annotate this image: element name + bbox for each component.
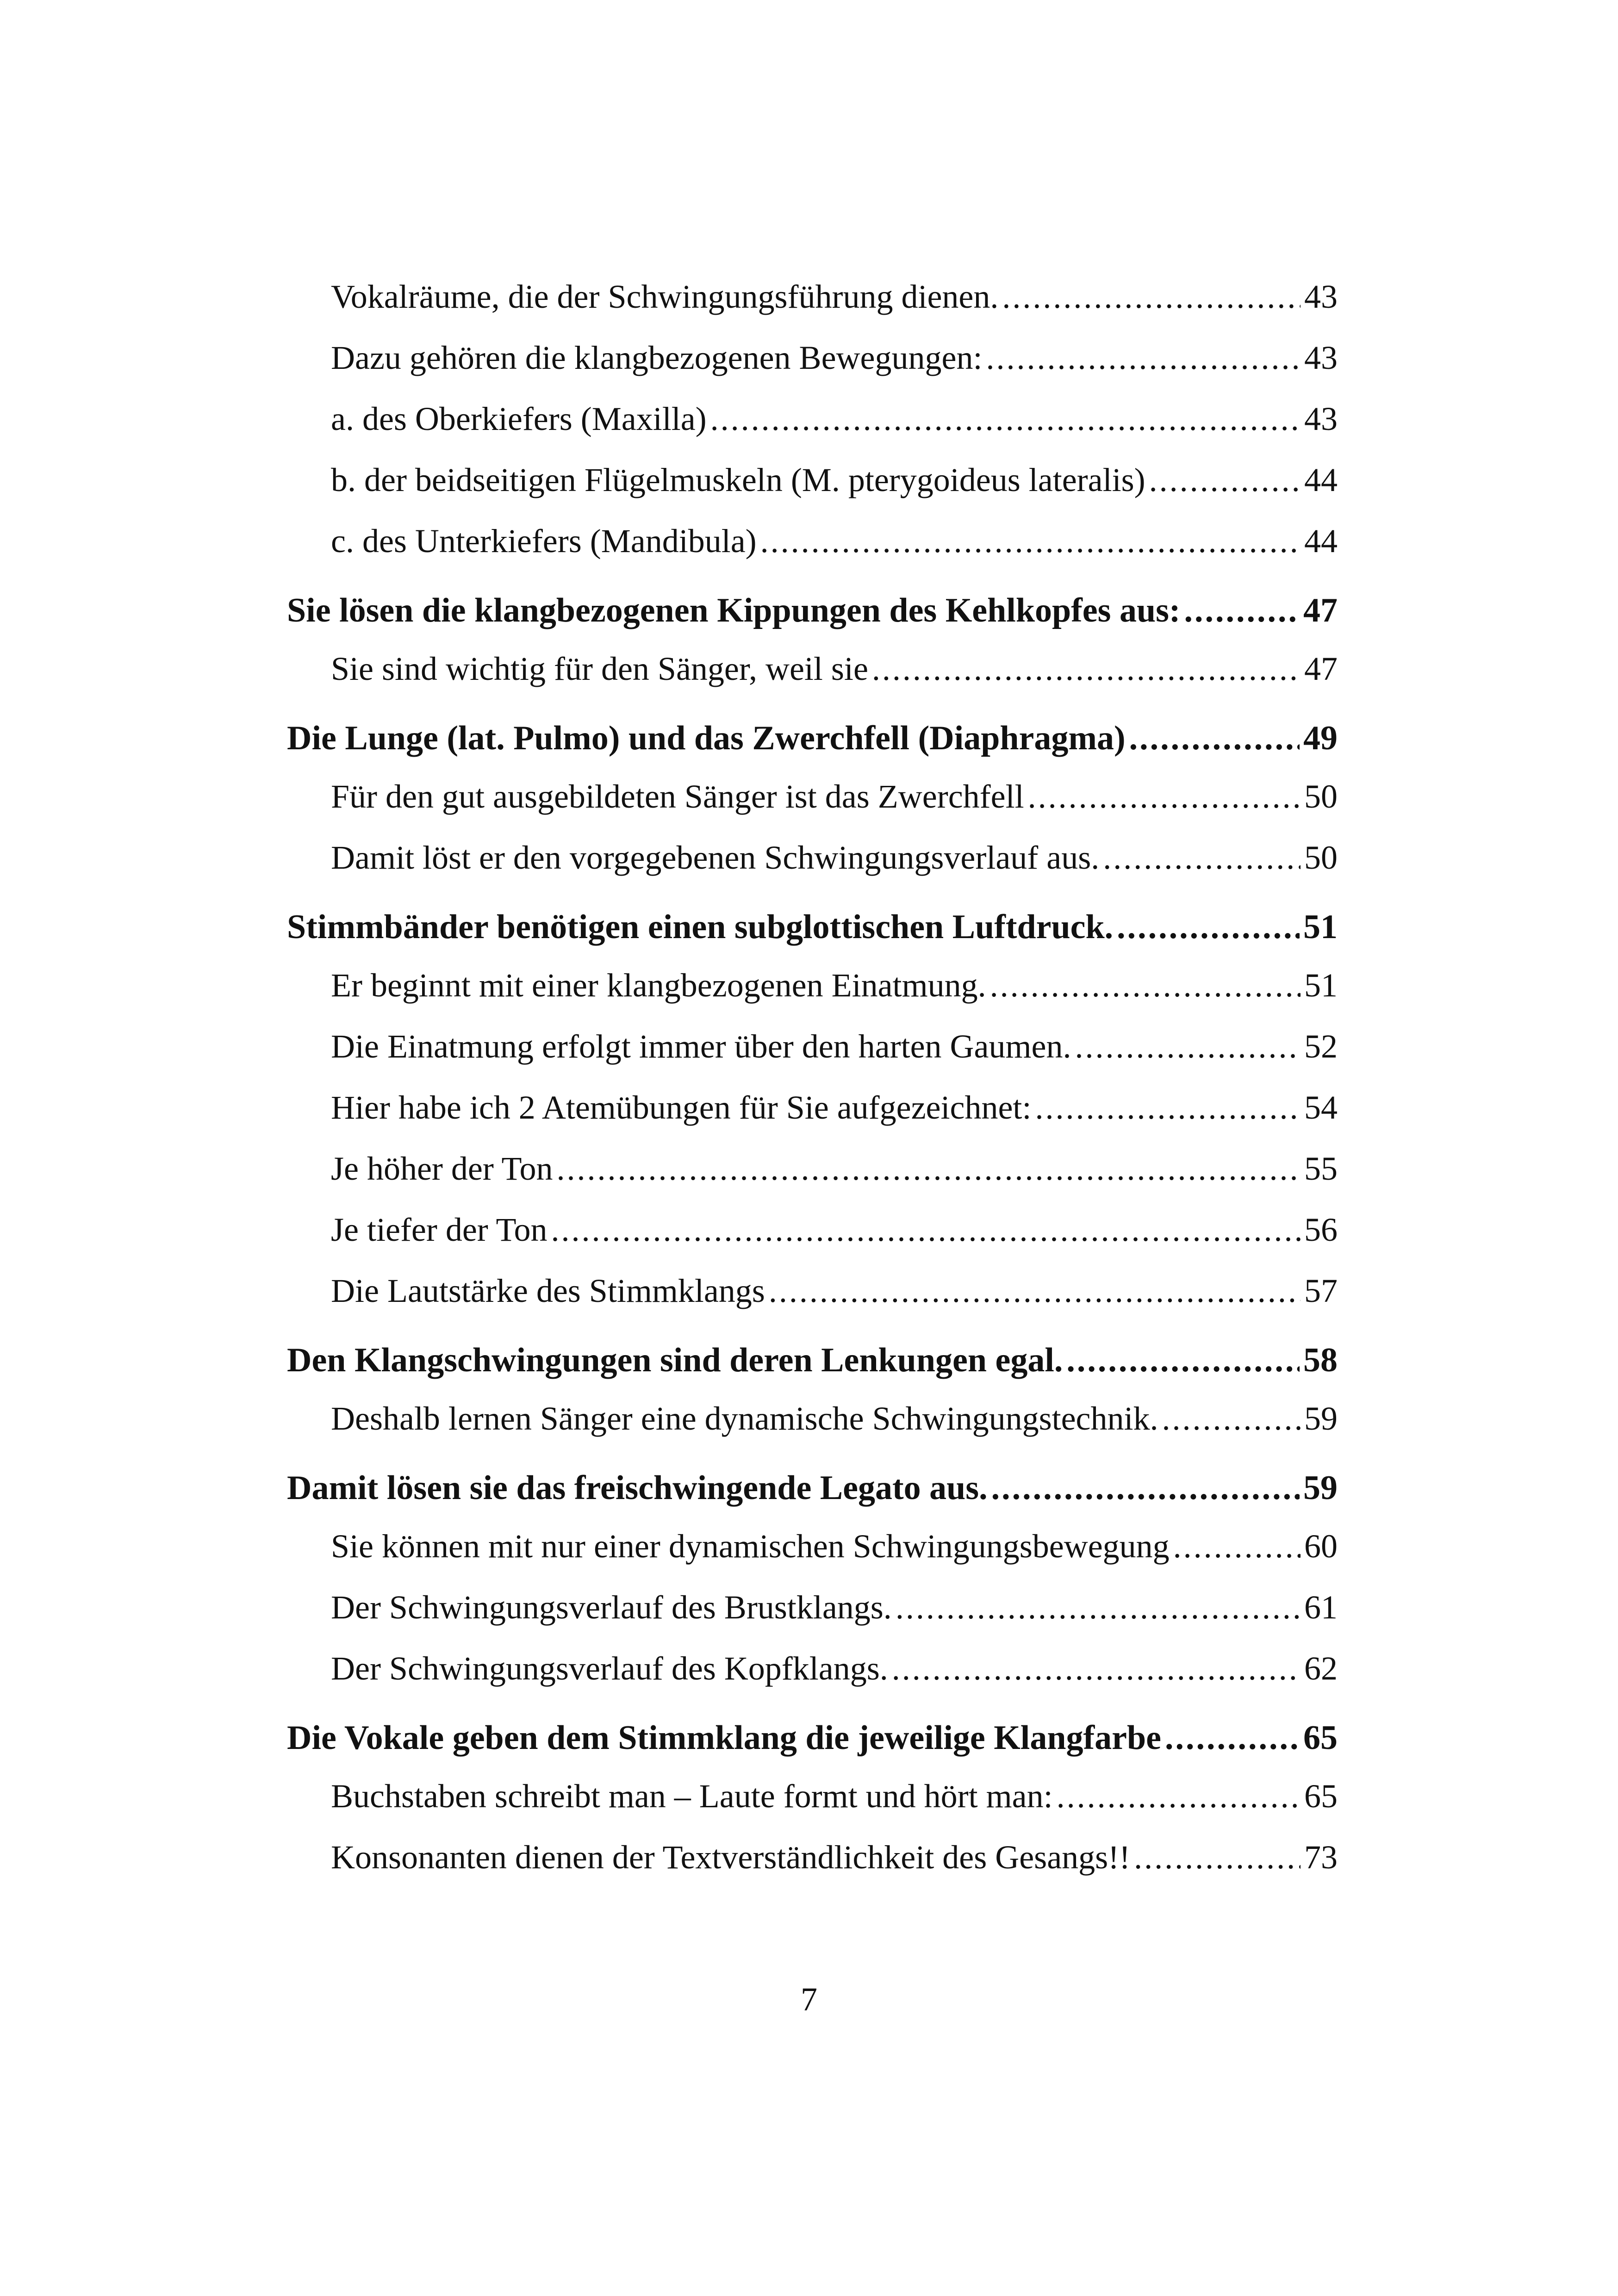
toc-entry-title: Damit löst er den vorgegebenen Schwingungsverlauf aus.	[331, 839, 1100, 876]
toc-entry-title: Der Schwingungsverlauf des Brustklangs.	[331, 1589, 892, 1626]
toc-entry[interactable]	[287, 766, 1338, 827]
toc-entry-page: 56	[1304, 1211, 1338, 1248]
toc-entry-title: Konsonanten dienen der Textverständlichkeit des Gesangs!!	[331, 1839, 1131, 1876]
toc-entry[interactable]	[287, 1260, 1338, 1321]
dot-leader	[1184, 580, 1300, 641]
toc-entry-title: Sie sind wichtig für den Sänger, weil sie	[331, 650, 868, 687]
toc-entry-page: 44	[1304, 461, 1338, 498]
toc-entry-title: Vokalräume, die der Schwingungsführung dienen.	[331, 278, 999, 315]
toc-chapter-entry[interactable]	[287, 580, 1338, 641]
dot-leader	[1162, 1388, 1301, 1449]
toc-entry-page: 44	[1304, 523, 1338, 560]
toc-entry-page: 58	[1303, 1341, 1338, 1379]
toc-entry[interactable]	[287, 1638, 1338, 1699]
dot-leader	[1057, 1766, 1301, 1827]
toc-entry-page: 43	[1304, 339, 1338, 376]
toc-entry-title: c. des Unterkiefers (Mandibula)	[331, 523, 757, 560]
toc-entry-title: Sie können mit nur einer dynamischen Schwingungsbewegung	[331, 1528, 1170, 1565]
dot-leader	[1002, 266, 1301, 327]
toc-entry-title: Die Vokale geben dem Stimmklang die jeweilige Klangfarbe	[287, 1719, 1161, 1757]
toc-entry[interactable]	[287, 1016, 1338, 1077]
toc-entry[interactable]	[287, 1077, 1338, 1138]
toc-entry-title: Die Lunge (lat. Pulmo) und das Zwerchfell (Diaphragma)	[287, 719, 1126, 757]
toc-entry-page: 59	[1304, 1400, 1338, 1437]
toc-entry-page: 62	[1304, 1650, 1338, 1687]
toc-entry-title: Hier habe ich 2 Atemübungen für Sie aufgezeichnet:	[331, 1089, 1032, 1126]
dot-leader	[872, 638, 1301, 699]
dot-leader	[769, 1260, 1301, 1321]
dot-leader	[1075, 1016, 1301, 1077]
dot-leader	[990, 955, 1301, 1016]
toc-entry-title: Die Lautstärke des Stimmklangs	[331, 1272, 765, 1309]
toc-entry-page: 55	[1304, 1150, 1338, 1187]
toc-entry-page: 65	[1303, 1719, 1338, 1757]
toc-entry-page: 54	[1304, 1089, 1338, 1126]
toc-chapter-entry[interactable]	[287, 896, 1338, 958]
page-number: 7	[801, 1981, 817, 2018]
toc-entry-title: Sie lösen die klangbezogenen Kippungen des Kehlkopfes aus:	[287, 591, 1181, 629]
toc-chapter-entry[interactable]	[287, 1330, 1338, 1391]
toc-entry-title: Damit lösen sie das freischwingende Legato aus.	[287, 1469, 988, 1507]
dot-leader	[760, 510, 1301, 572]
dot-leader	[1028, 766, 1301, 827]
toc-entry-title: Den Klangschwingungen sind deren Lenkungen egal.	[287, 1341, 1063, 1379]
toc-entry-page: 43	[1304, 278, 1338, 315]
toc-chapter-entry[interactable]	[287, 1707, 1338, 1768]
dot-leader	[991, 1457, 1300, 1518]
dot-leader	[986, 327, 1301, 388]
toc-entry-page: 49	[1303, 719, 1338, 757]
dot-leader	[710, 388, 1301, 449]
dot-leader	[896, 1577, 1301, 1638]
toc-entry-title: Deshalb lernen Sänger eine dynamische Schwingungstechnik.	[331, 1400, 1158, 1437]
toc-entry-page: 50	[1304, 839, 1338, 876]
dot-leader	[1149, 449, 1301, 510]
dot-leader	[1103, 827, 1301, 888]
dot-leader	[551, 1199, 1301, 1260]
toc-entry-page: 47	[1304, 650, 1338, 687]
toc-entry-title: Dazu gehören die klangbezogenen Bewegungen:	[331, 339, 983, 376]
toc-entry-page: 59	[1303, 1469, 1338, 1507]
toc-chapter-entry[interactable]	[287, 708, 1338, 769]
dot-leader	[1165, 1707, 1300, 1768]
toc-entry[interactable]	[287, 1766, 1338, 1827]
toc-entry-title: Der Schwingungsverlauf des Kopfklangs.	[331, 1650, 888, 1687]
toc-entry-page: 57	[1304, 1272, 1338, 1309]
dot-leader	[1035, 1077, 1301, 1138]
toc-entry[interactable]	[287, 388, 1338, 449]
toc-entry[interactable]	[287, 327, 1338, 388]
toc-entry-page: 52	[1304, 1028, 1338, 1065]
toc-entry[interactable]	[287, 1199, 1338, 1260]
toc-entry[interactable]	[287, 1138, 1338, 1199]
toc-entry[interactable]	[287, 638, 1338, 699]
toc-entry-page: 50	[1304, 778, 1338, 815]
toc-entry[interactable]	[287, 955, 1338, 1016]
toc-entry[interactable]	[287, 827, 1338, 888]
toc-entry[interactable]	[287, 449, 1338, 510]
toc-entry-page: 61	[1304, 1589, 1338, 1626]
toc-entry-page: 60	[1304, 1528, 1338, 1565]
toc-entry-page: 65	[1304, 1778, 1338, 1815]
toc-entry-title: Je tiefer der Ton	[331, 1211, 548, 1248]
toc-entry[interactable]	[287, 1516, 1338, 1577]
toc-entry-title: Buchstaben schreibt man – Laute formt und hört man:	[331, 1778, 1053, 1815]
toc-entry-title: Die Einatmung erfolgt immer über den harten Gaumen.	[331, 1028, 1071, 1065]
toc-entry[interactable]	[287, 1577, 1338, 1638]
dot-leader	[1134, 1827, 1301, 1888]
toc-entry[interactable]	[287, 1827, 1338, 1888]
dot-leader	[1066, 1330, 1300, 1391]
toc-entry-page: 73	[1304, 1839, 1338, 1876]
toc-entry[interactable]	[287, 1388, 1338, 1449]
toc-entry-page: 51	[1304, 967, 1338, 1004]
toc-entry-title: a. des Oberkiefers (Maxilla)	[331, 400, 707, 437]
toc-entry-title: Für den gut ausgebildeten Sänger ist das Zwerchfell	[331, 778, 1024, 815]
toc-entry[interactable]	[287, 510, 1338, 572]
toc-entry-page: 43	[1304, 400, 1338, 437]
toc-entry-page: 47	[1303, 591, 1338, 629]
dot-leader	[1129, 708, 1300, 769]
toc-chapter-entry[interactable]	[287, 1457, 1338, 1518]
toc-entry-title: Er beginnt mit einer klangbezogenen Einatmung.	[331, 967, 986, 1004]
dot-leader	[557, 1138, 1301, 1199]
dot-leader	[892, 1638, 1301, 1699]
table-of-contents	[287, 266, 1338, 1888]
toc-entry-title: b. der beidseitigen Flügelmuskeln (M. pterygoideus lateralis)	[331, 461, 1145, 498]
toc-entry-title: Je höher der Ton	[331, 1150, 553, 1187]
dot-leader	[1117, 896, 1300, 958]
toc-entry-title: Stimmbänder benötigen einen subglottischen Luftdruck.	[287, 908, 1114, 946]
toc-entry-page: 51	[1303, 908, 1338, 946]
dot-leader	[1173, 1516, 1301, 1577]
toc-entry[interactable]	[287, 266, 1338, 327]
